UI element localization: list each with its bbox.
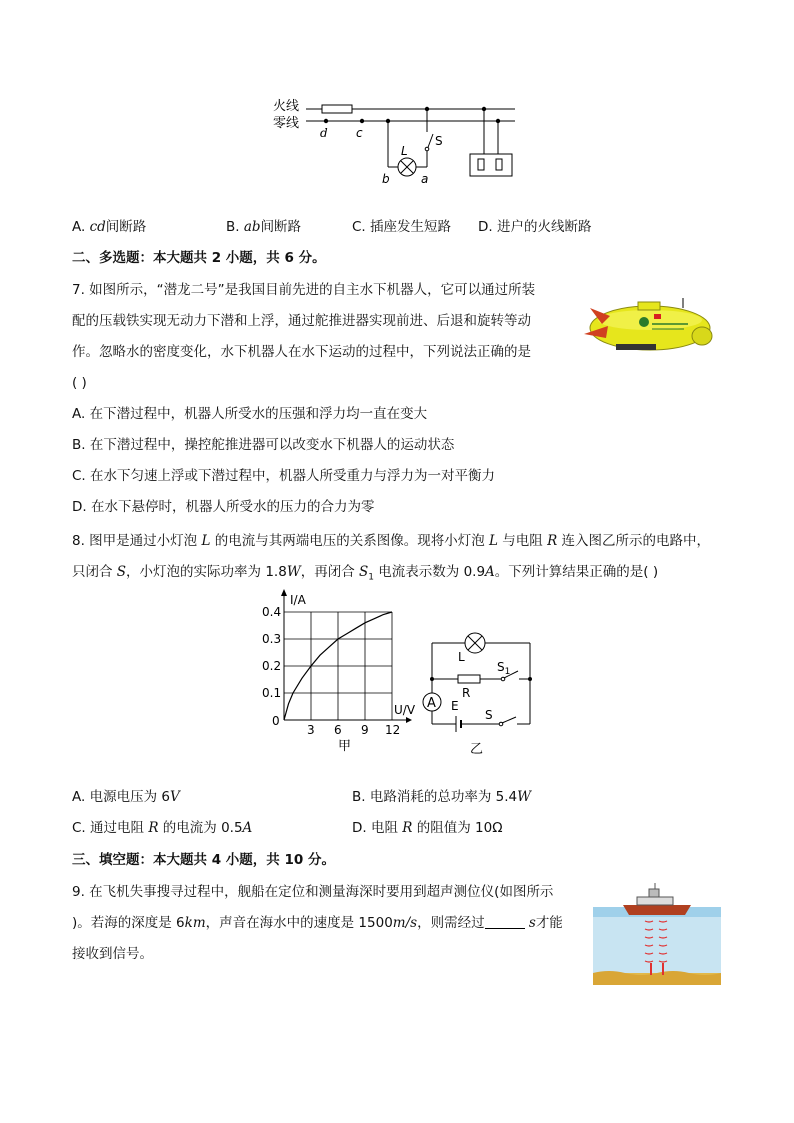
q8-option-c: C. 通过电阻 R 的电流为 0.5A [72, 820, 253, 836]
switch-s-lever [502, 717, 516, 723]
resistor-r-icon [458, 675, 480, 683]
q8-line-1: 8. 图甲是通过小灯泡 L 的电流与其两端电压的关系图像。现将小灯泡 L 与电阻 R 连入图乙所示的电路中， [72, 533, 711, 549]
resistor-r-label: R [462, 686, 471, 700]
circuit-b-figure [418, 628, 536, 760]
point-a-label: a [421, 172, 429, 186]
x-axis-label: U/V [394, 703, 416, 717]
q7-option-c: C. 在水下匀速上浮或下潜过程中，机器人所受重力与浮力为一对平衡力 [72, 468, 496, 484]
q8-option-a: A. 电源电压为 6V [72, 789, 180, 805]
x-tick-label: 6 [334, 723, 342, 737]
lamp-l-label: L [458, 650, 465, 664]
ship-sonar-image [593, 883, 721, 985]
point-b-label: b [382, 172, 390, 186]
y-tick-label: 0.1 [262, 686, 282, 700]
ammeter-label: A [427, 696, 436, 711]
chart-caption: 甲 [338, 739, 352, 754]
switch-s-label: S [485, 708, 493, 722]
q6-option-d: D. 进户的火线断路 [478, 219, 592, 235]
y-axis-arrow [281, 589, 287, 596]
socket-icon [470, 154, 512, 176]
fire-wire-label: 火线 [273, 99, 300, 114]
q9-line-1: 9. 在飞机失事搜寻过程中，舰船在定位和测量海深时要用到超声测位仪(如图所示 [72, 884, 554, 900]
circuit-caption: 乙 [470, 742, 484, 757]
q8-line-2: 只闭合 S，小灯泡的实际功率为 1.8W，再闭合 $S_1$ 电流表示数为 0.9A。下列计算结果正确的是( ) [72, 564, 659, 583]
point-c-dot [360, 119, 364, 123]
section-2-heading: 二、多选题：本大题共 2 小题，共 6 分。 [72, 250, 326, 266]
neutral-wire-label: 零线 [273, 116, 300, 131]
section-3-heading: 三、填空题：本大题共 4 小题，共 10 分。 [72, 852, 335, 868]
x-tick-label: 12 [385, 723, 401, 737]
y-tick-label: 0.4 [262, 605, 282, 619]
q9-line-3: 接收到信号。 [72, 946, 153, 962]
x-tick-label: 3 [307, 723, 315, 737]
x-axis-arrow [406, 717, 412, 723]
point-d-label: d [320, 126, 328, 140]
iu-chart [256, 588, 426, 758]
q7-option-a: A. 在下潜过程中，机器人所受水的压强和浮力均一直在变大 [72, 406, 428, 422]
q6-option-a: A. cd间断路 [72, 219, 147, 235]
battery-label: E [451, 699, 459, 713]
q7-option-b: B. 在下潜过程中，操控舵推进器可以改变水下机器人的运动状态 [72, 437, 455, 453]
q7-line-2: 配的压载铁实现无动力下潜和上浮，通过舵推进器实现前进、后退和旋转等动 [72, 313, 531, 329]
q6-option-b: B. ab间断路 [226, 219, 302, 235]
q7-option-d: D. 在水下悬停时，机器人所受水的压力的合力为零 [72, 499, 375, 515]
y-axis-label: I/A [290, 593, 306, 607]
q7-answer-paren: ( ) [72, 375, 87, 391]
y-tick-label: 0.3 [262, 632, 282, 646]
q6-option-c: C. 插座发生短路 [352, 219, 452, 235]
q8-option-b: B. 电路消耗的总功率为 5.4W [352, 789, 531, 805]
submarine-robot-image [578, 280, 718, 370]
q8-option-d: D. 电阻 R 的阻值为 10Ω [352, 820, 503, 836]
switch-s1-label: $S_1$ [497, 660, 511, 677]
origin-label: 0 [272, 714, 280, 728]
fuse [322, 105, 352, 113]
point-c-label: c [356, 126, 363, 140]
lamp-label: L [401, 144, 408, 158]
y-tick-label: 0.2 [262, 659, 282, 673]
switch-label: S [435, 134, 443, 148]
point-d-dot [324, 119, 328, 123]
x-tick-label: 9 [361, 723, 369, 737]
q7-line-3: 作。忽略水的密度变化，水下机器人在水下运动的过程中，下列说法正确的是 [72, 344, 531, 360]
answer-blank[interactable] [485, 915, 525, 929]
household-circuit-figure [270, 92, 530, 192]
q7-line-1: 7. 如图所示，“潜龙二号”是我国目前先进的自主水下机器人，它可以通过所装 [72, 282, 536, 298]
q9-line-2: )。若海的深度是 6km，声音在海水中的速度是 1500m/s，则需经过 s才能 [72, 915, 563, 931]
